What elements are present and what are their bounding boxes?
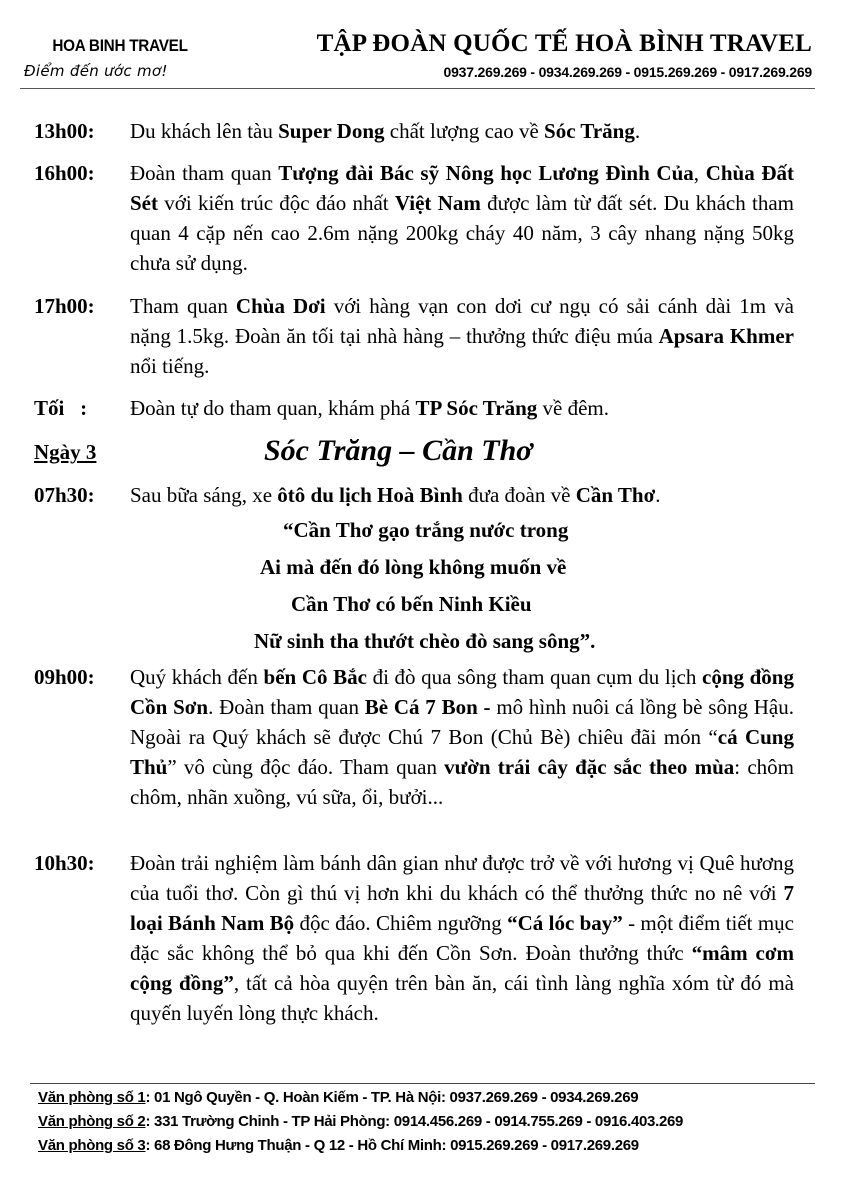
body-text: nổi tiếng. <box>130 354 210 378</box>
entry-time: 13h00: <box>34 119 95 143</box>
entry-description <box>130 662 794 812</box>
entry-description <box>130 116 794 146</box>
body-text: . <box>655 483 661 507</box>
hotline-numbers: 0937.269.269 - 0934.269.269 - 0915.269.269 - 0917.269.269 <box>443 64 812 80</box>
body-text: với hàng vạn con dơi cư ngụ có sải cánh dài 1m và nặng 1.5kg. Đoàn ăn tối tại nhà hàng – thưởng thức điệu múa <box>130 294 794 348</box>
office-details: : 331 Trường Chinh - TP Hải Phòng: 0914.456.269 - 0914.755.269 - 0916.403.269 <box>145 1113 684 1130</box>
poem-line: “Cần Thơ gạo trắng nước trong <box>283 518 569 542</box>
entry-description <box>130 158 794 278</box>
body-text: đưa đoàn về <box>462 483 576 507</box>
office-label: Văn phòng số 3 <box>38 1137 146 1154</box>
body-text: Sau bữa sáng, xe <box>130 483 278 507</box>
body-text: chất lượng cao về <box>384 119 545 143</box>
body-text: Quý khách đến <box>130 665 264 689</box>
brand-slogan: Điểm đến ước mơ! <box>24 62 168 80</box>
highlight-text: Tượng đài Bác sỹ Nông học Lương Đình Của <box>278 161 694 185</box>
body-text: được làm từ đất sét. Du khách tham quan 4 cặp nến cao 2.6m nặng 200kg cháy 40 năm, 3 cây nhang nặng 50kg chưa sử dụng. <box>130 191 795 275</box>
body-text: , <box>693 161 706 185</box>
highlight-text: cá Cung Thủ <box>130 725 794 779</box>
entry-description <box>130 848 794 1028</box>
entry-time: Tối : <box>34 396 88 420</box>
corporation-title: TẬP ĐOÀN QUỐC TẾ HOÀ BÌNH TRAVEL <box>316 30 812 57</box>
schedule-entry <box>34 291 794 381</box>
office-line <box>38 1110 818 1134</box>
highlight-text: Việt Nam <box>394 191 481 215</box>
office-addresses <box>38 1086 818 1158</box>
entry-time: 07h30: <box>34 483 95 507</box>
highlight-text: cộng đồng Cồn Sơn <box>130 665 794 719</box>
day-label: Ngày 3 <box>34 440 97 464</box>
highlight-text: “Cá lóc bay” <box>507 911 623 935</box>
highlight-text: Cần Thơ <box>575 483 656 507</box>
office-details: : 68 Đông Hưng Thuận - Q 12 - Hồ Chí Minh: 0915.269.269 - 0917.269.269 <box>145 1137 639 1154</box>
page-header <box>0 0 841 92</box>
highlight-text: 7 loại Bánh Nam Bộ <box>130 881 794 935</box>
header-divider <box>20 88 815 89</box>
highlight-text: Apsara Khmer <box>658 324 794 348</box>
body-text: mô hình nuôi cá lồng bè sông Hậu. Ngoài ra Quý khách sẽ được Chú 7 Bon (Chủ Bè) chiêu đãi món “ <box>130 695 794 749</box>
body-text: Tham quan <box>130 294 236 318</box>
entry-time: 17h00: <box>34 294 95 318</box>
body-text: Đoàn tự do tham quan, khám phá <box>130 396 416 420</box>
body-text: , tất cả hòa quyện trên bàn ăn, cái tình làng nghĩa xóm từ đó mà quyến luyến lòng thực khách. <box>130 971 794 1025</box>
entry-time: 09h00: <box>34 665 95 689</box>
brand-name: HOA BINH TRAVEL <box>52 36 188 55</box>
body-text: Đoàn tham quan <box>130 161 279 185</box>
body-text: độc đáo. Chiêm ngưỡng <box>294 911 508 935</box>
day-heading <box>34 434 794 472</box>
schedule-entry <box>34 158 794 278</box>
schedule-entry <box>34 848 794 1028</box>
body-text: về đêm. <box>537 396 609 420</box>
highlight-text: Bè Cá 7 Bon - <box>364 695 491 719</box>
entry-description <box>130 480 794 510</box>
schedule-entry <box>34 116 794 146</box>
schedule-entry <box>34 393 794 423</box>
office-label: Văn phòng số 1 <box>38 1089 146 1106</box>
office-line <box>38 1134 818 1158</box>
schedule-entry <box>34 480 794 510</box>
highlight-text: Sóc Trăng <box>544 119 635 143</box>
highlight-text: Super Dong <box>278 119 385 143</box>
highlight-text: vườn trái cây đặc sắc theo mùa <box>444 755 735 779</box>
poem-line: Nữ sinh tha thướt chèo đò sang sông”. <box>254 629 596 653</box>
body-text: . <box>634 119 641 143</box>
body-text: : chôm chôm, nhãn xuồng, vú sữa, ổi, bưởi... <box>130 755 794 809</box>
body-text: với kiến trúc độc đáo nhất <box>158 191 395 215</box>
body-text: Du khách lên tàu <box>130 119 279 143</box>
entry-description <box>130 393 794 423</box>
highlight-text: bến Cô Bắc <box>263 665 367 689</box>
day-title: Sóc Trăng – Cần Thơ <box>264 434 533 467</box>
entry-time: 10h30: <box>34 851 95 875</box>
highlight-text: TP Sóc Trăng <box>415 396 538 420</box>
schedule-entry <box>34 662 794 812</box>
entry-description <box>130 291 794 381</box>
body-text: - một điểm tiết mục đặc sắc không thể bỏ qua khi đến Cồn Sơn. Đoàn thưởng thức <box>130 911 794 965</box>
body-text: Đoàn trải nghiệm làm bánh dân gian như được trở về với hương vị Quê hương của tuổi thơ. Còn gì thú vị hơn khi du khách có thể thưởng thức no nê với <box>130 851 794 905</box>
body-text: đi đò qua sông tham quan cụm du lịch <box>366 665 702 689</box>
highlight-text: “mâm cơm cộng đồng” <box>130 941 794 995</box>
poem-line: Cần Thơ có bến Ninh Kiều <box>291 592 532 616</box>
highlight-text: Chùa Dơi <box>235 294 326 318</box>
entry-time: 16h00: <box>34 161 95 185</box>
office-label: Văn phòng số 2 <box>38 1113 146 1130</box>
body-text: . Đoàn tham quan <box>208 695 365 719</box>
footer-divider <box>30 1083 815 1084</box>
office-details: : 01 Ngô Quyền - Q. Hoàn Kiếm - TP. Hà Nội: 0937.269.269 - 0934.269.269 <box>145 1089 639 1106</box>
body-text: ” vô cùng độc đáo. Tham quan <box>167 755 445 779</box>
office-line <box>38 1086 818 1110</box>
poem-line: Ai mà đến đó lòng không muốn về <box>260 555 567 579</box>
highlight-text: ôtô du lịch Hoà Bình <box>277 483 463 507</box>
highlight-text: Chùa Đất Sét <box>130 161 795 215</box>
